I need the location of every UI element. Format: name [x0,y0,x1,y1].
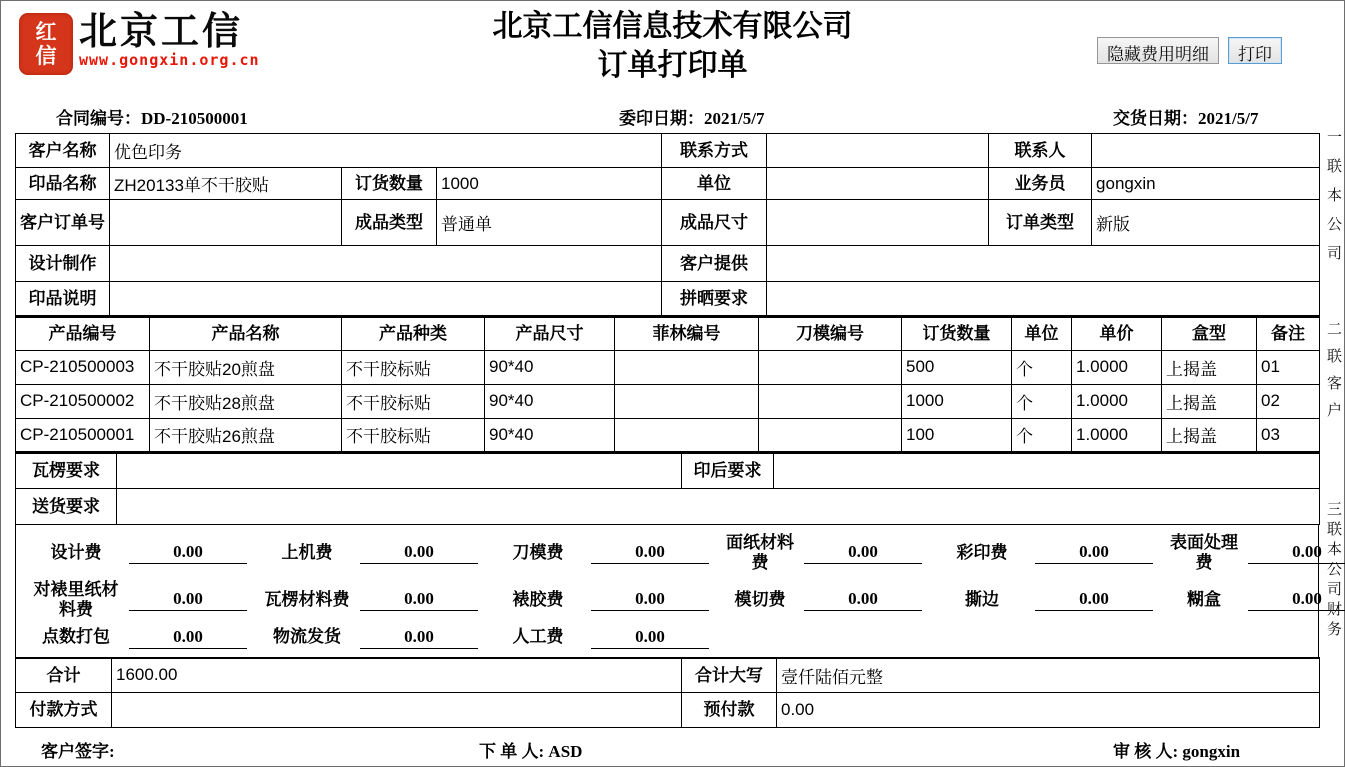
fee-die-value: 0.00 [591,542,709,564]
col-product-kind: 产品种类 [342,317,485,350]
fee-facepaper-value: 0.00 [804,542,922,564]
col-box-type: 盒型 [1162,317,1257,350]
company-title: 北京工信信息技术有限公司 [492,10,853,43]
cell-product-size: 90*40 [485,350,615,384]
order-type-label: 订单类型 [989,200,1092,246]
product-size-label: 成品尺寸 [662,200,767,246]
toolbar [1097,37,1282,64]
col-film-no: 菲林编号 [615,317,759,350]
cell-product-code: CP-210500002 [16,384,150,418]
imposition-label: 拼晒要求 [662,282,767,316]
print-note-value [110,282,662,316]
cell-die-no [759,418,902,452]
order-qty-label: 订货数量 [342,168,437,200]
fee-surface-label: 表面处理费 [1170,533,1238,573]
product-size-value [767,200,989,246]
corrugate-req-label: 瓦楞要求 [16,454,117,489]
print-name-label: 印品名称 [16,168,110,200]
cell-box-type: 上揭盖 [1162,384,1257,418]
seal-char-bottom: 信 [35,44,57,68]
delivery-date-label: 交货日期： [1113,109,1198,128]
customer-info-table [15,133,1320,316]
order-date-value: 2021/5/7 [704,109,765,128]
cell-unit-price: 1.0000 [1072,418,1162,452]
total-label: 合计 [16,658,112,693]
fee-logistics [247,627,478,649]
design-value [110,246,662,282]
fee-colorprint-value: 0.00 [1035,542,1153,564]
order-qty-value: 1000 [437,168,662,200]
fee-logistics-value: 0.00 [360,627,478,649]
contract-number-value: DD-210500001 [141,109,248,128]
fee-labor-value: 0.00 [591,627,709,649]
cell-box-type: 上揭盖 [1162,418,1257,452]
cell-box-type: 上揭盖 [1162,350,1257,384]
fee-machine-label: 上机费 [281,543,333,563]
cell-unit: 个 [1012,418,1072,452]
customer-provide-label: 客户提供 [662,246,767,282]
order-date-label: 委印日期： [619,109,704,128]
info-line [1,97,1344,133]
fee-details-section [15,525,1322,657]
product-row [16,350,1320,384]
totals-table [15,657,1320,729]
product-type-value: 普通单 [437,200,662,246]
signature-row [1,728,1344,766]
fee-liner-value: 0.00 [129,589,247,611]
fee-glue-box-label: 糊盒 [1187,589,1221,609]
contact-method-value [767,134,989,168]
salesman-value: gongxin [1092,168,1320,200]
page-header [1,1,1344,97]
fee-row-1 [16,533,1322,574]
customer-order-no-label: 客户订单号 [16,200,110,246]
seal-char-top: 红 [35,19,57,44]
fee-colorprint-label: 彩印费 [956,543,1008,563]
postpress-req-label: 印后要求 [682,454,774,489]
print-note-label: 印品说明 [16,282,110,316]
cell-product-kind: 不干胶标贴 [342,350,485,384]
fee-facepaper [709,533,922,574]
audit-person [1113,737,1240,762]
order-type-value: 新版 [1092,200,1320,246]
fee-liner-label: 对裱里纸材料费 [33,579,119,620]
fee-tear-label: 撕边 [965,589,999,609]
design-label: 设计制作 [16,246,110,282]
cell-unit-price: 1.0000 [1072,350,1162,384]
fee-row-3 [16,627,1318,649]
corrugate-req-value [117,454,682,489]
col-order-qty: 订货数量 [902,317,1012,350]
cell-product-code: CP-210500001 [16,418,150,452]
cell-order-qty: 1000 [902,384,1012,418]
brand-url: www.gongxin.org.cn [79,50,260,69]
cell-unit: 个 [1012,384,1072,418]
fee-laminate-value: 0.00 [591,589,709,611]
copy-label-customer: 二联客户 [1325,321,1341,429]
cell-order-qty: 100 [902,418,1012,452]
fee-design-label: 设计费 [50,543,102,563]
brand-name: 北京工信 [79,11,244,53]
cell-product-name: 不干胶贴20煎盘 [150,350,342,384]
cell-product-kind: 不干胶标贴 [342,384,485,418]
customer-provide-value [767,246,1320,282]
cell-product-code: CP-210500003 [16,350,150,384]
delivery-req-label: 送货要求 [16,489,117,525]
col-product-name: 产品名称 [150,317,342,350]
print-name-value: ZH20133单不干胶贴 [110,168,342,200]
hide-fee-details-button[interactable]: 隐藏费用明细 [1097,37,1219,64]
copy-label-company: 一联本公司 [1325,129,1341,274]
cell-film-no [615,384,759,418]
cell-order-qty: 500 [902,350,1012,384]
col-product-size: 产品尺寸 [485,317,615,350]
cell-product-size: 90*40 [485,418,615,452]
salesman-label: 业务员 [989,168,1092,200]
fee-row-2 [16,579,1322,621]
fee-diecut-label: 模切费 [734,589,786,609]
col-product-code: 产品编号 [16,317,150,350]
customer-sign-label: 客户签字: [41,742,115,762]
cell-film-no [615,418,759,452]
fee-design [16,533,247,574]
fee-machine-value: 0.00 [360,542,478,564]
total-caps-value: 壹仟陆佰元整 [777,658,1320,693]
contract-number [56,104,248,129]
prepay-label: 预付款 [682,693,777,728]
payment-method-label: 付款方式 [16,693,112,728]
fee-glue-box-value: 0.00 [1248,589,1345,611]
print-button[interactable]: 打印 [1228,37,1282,64]
fee-labor-label: 人工费 [512,627,564,647]
contact-person-label: 联系人 [989,134,1092,168]
fee-corrugate-material [247,580,478,621]
fee-diecut-value: 0.00 [804,589,922,611]
imposition-value [767,282,1320,316]
contract-number-label: 合同编号： [56,109,141,128]
prepay-value: 0.00 [777,693,1320,728]
contact-method-label: 联系方式 [662,134,767,168]
cell-film-no [615,350,759,384]
postpress-req-value [774,454,1320,489]
cell-remark: 03 [1257,418,1320,452]
payment-method-value [112,693,682,728]
delivery-date [1113,104,1258,129]
fee-labor [478,627,709,649]
col-remark: 备注 [1257,317,1320,350]
fee-surface-value: 0.00 [1248,542,1345,564]
fee-facepaper-label: 面纸材料费 [726,533,794,573]
unit-value [767,168,989,200]
cell-remark: 02 [1257,384,1320,418]
cell-product-kind: 不干胶标贴 [342,418,485,452]
total-caps-label: 合计大写 [682,658,777,693]
fee-tear [922,580,1153,621]
col-unit: 单位 [1012,317,1072,350]
fee-surface [1153,533,1345,574]
customer-name-value: 优色印务 [110,134,662,168]
product-table-header-row [16,317,1320,350]
cell-die-no [759,384,902,418]
fee-pack-label: 点数打包 [42,627,110,647]
fee-logistics-label: 物流发货 [273,627,341,647]
product-row [16,384,1320,418]
fee-pack-value: 0.00 [129,627,247,649]
fee-machine [247,533,478,574]
contact-person-value [1092,134,1320,168]
col-unit-price: 单价 [1072,317,1162,350]
fee-corrugate-material-label: 瓦楞材料费 [264,589,350,609]
document-title: 订单打印单 [597,49,748,82]
order-date [619,104,764,129]
unit-label: 单位 [662,168,767,200]
fee-laminate [478,580,709,621]
fee-design-value: 0.00 [129,542,247,564]
fee-die [478,533,709,574]
cell-product-name: 不干胶贴26煎盘 [150,418,342,452]
total-value: 1600.00 [112,658,682,693]
product-row [16,418,1320,452]
order-person [479,737,582,762]
audit-person-label: 审 核 人: [1113,742,1183,762]
cell-product-name: 不干胶贴28煎盘 [150,384,342,418]
fee-colorprint [922,533,1153,574]
fee-glue-box [1153,580,1345,621]
customer-name-label: 客户名称 [16,134,110,168]
product-table [15,316,1320,453]
fee-corrugate-material-value: 0.00 [360,589,478,611]
fee-laminate-label: 裱胶费 [512,589,564,609]
order-person-label: 下 单 人: [479,742,549,762]
cell-die-no [759,350,902,384]
product-type-label: 成品类型 [342,200,437,246]
delivery-date-value: 2021/5/7 [1198,109,1259,128]
fee-diecut [709,580,922,621]
cell-remark: 01 [1257,350,1320,384]
order-person-value: ASD [548,742,583,762]
customer-order-no-value [110,200,342,246]
cell-unit: 个 [1012,350,1072,384]
fee-tear-value: 0.00 [1035,589,1153,611]
cell-product-size: 90*40 [485,384,615,418]
delivery-req-value [117,489,1320,525]
audit-person-value: gongxin [1182,742,1241,762]
fee-liner [16,580,247,621]
fee-die-label: 刀模费 [512,543,564,563]
requirements-table [15,453,1320,525]
cell-unit-price: 1.0000 [1072,384,1162,418]
fee-pack [16,627,247,649]
copy-label-finance: 三联本公司财务 [1325,501,1341,641]
col-die-no: 刀模编号 [759,317,902,350]
